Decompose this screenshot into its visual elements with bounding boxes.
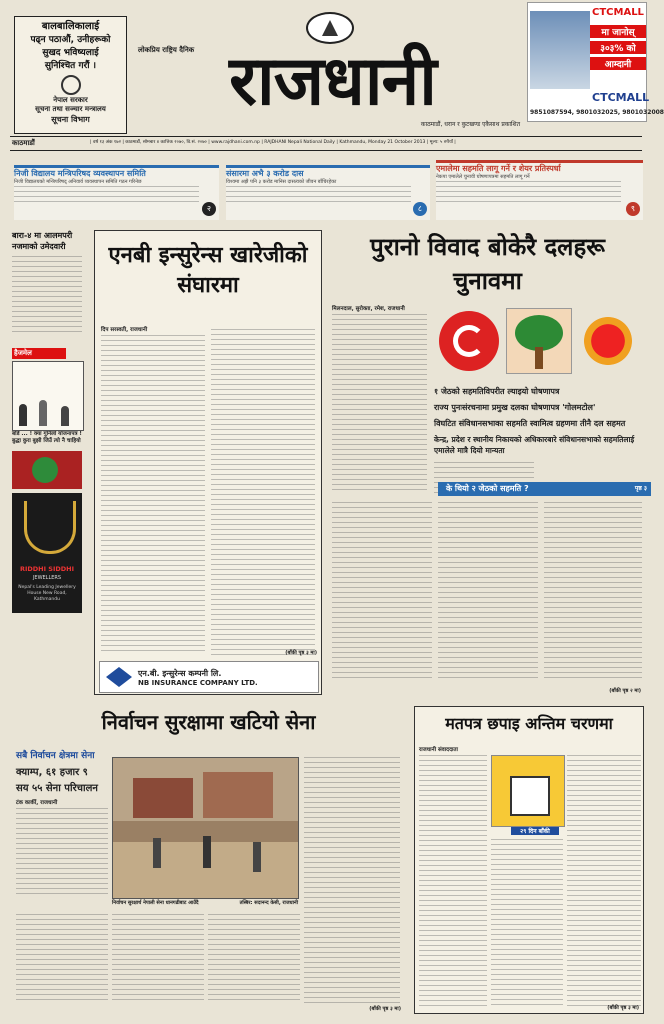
dispute-headline: पुरानो विवाद बोकेरै दलहरू चुनावमा [370, 233, 605, 295]
masthead-editions: काठमाडौं, धरान र कुटखण्ड एकैसाथ प्रकाशित [420, 121, 520, 128]
sun-icon [580, 313, 636, 369]
dispute-continued: (बाँकी पृष्ठ २ मा) [609, 688, 641, 694]
notice-line-3: सुखद भविष्यलाई [42, 48, 99, 58]
mall-building-image [530, 11, 590, 89]
ballot-badge: २९ दिन बाँकी [511, 827, 559, 835]
teaser-2-body: विश्वमा अझै पनि ३ करोड मानिस दासत्वको जीवन बाँचिरहेका [226, 179, 337, 185]
army-kicker-1: सबै निर्वाचन क्षेत्रमा सेना [16, 751, 95, 761]
dispute-subhead-page: पृष्ठ ३ [634, 485, 647, 492]
teaser-1-title: निजी विद्यालय मन्त्रिपरिषद व्यवस्थापन समिति [14, 169, 146, 178]
teaser-1-body: निजी विद्यालयको मन्त्रिपरिषद् अनिवार्य व्यवस्थापन समिति गठन गरिनेछ [14, 179, 142, 185]
masthead-tagline: लोकप्रिय राष्ट्रिय दैनिक [138, 46, 195, 54]
nepal-emblem-icon [61, 75, 81, 95]
ballot-headline: मतपत्र छपाइ अन्तिम चरणमा [445, 714, 613, 733]
teaser-1-page-number: २ [202, 202, 216, 216]
dispute-story [330, 226, 645, 701]
teaser-3[interactable] [436, 160, 643, 220]
notice-org-3: सूचना विभाग [51, 115, 90, 124]
masthead-meta: | वर्ष १३ अंक १७२ | काठमाडौं, सोमबार ४ कात्तिक २०७०, वि.सं. २०७० | www.rajdhani.com.np | RAJDHANI Nepali National Daily | Kathmandu, Monday 21 October 2013 | मूल्य: ५ रुपैयाँ | [90, 140, 456, 145]
ballot-box-image [491, 755, 565, 827]
nb-byline: दिप सरस्वती, राजधानी [101, 327, 148, 333]
teaser-2-page-number: ८ [413, 202, 427, 216]
nb-logo-np: एन.बी. इन्सुरेन्स कम्पनी लि. [138, 668, 222, 678]
cartoon-image [12, 361, 84, 431]
teaser-1[interactable] [14, 165, 219, 220]
ad-text-1: मा जानोस् [590, 25, 646, 38]
green-badge-ad [12, 451, 82, 489]
notice-line-1: बालबालिकालाई [41, 21, 100, 32]
ballot-byline: राजधानी संवाददाता [419, 747, 458, 753]
cartoon-label: हैजमेल [12, 348, 66, 359]
notice-org-2: सूचना तथा सञ्चार मन्त्रालय [35, 105, 106, 113]
nb-headline: एनबी इन्सुरेन्स खारेजीको संघारमा [108, 243, 308, 298]
dispute-subhead-text: के थियो २ जेठको सहमति ? [446, 484, 529, 493]
masthead-city: काठमाडौं [12, 139, 35, 147]
ad-phone: 9851087594, 9801032025, 9801032008 [530, 109, 664, 116]
dispute-bullet-3: विघटित संविधानसभाका सहमति स्वामित्व ग्रहणमा तीनै दल सहमत [434, 419, 626, 428]
army-photo-caption: निर्वाचन सुरक्षार्थ नेपाली सेना धानगढीबाट आउँदै [112, 900, 199, 906]
masthead-rule-top [10, 136, 642, 137]
army-kicker-3: सय ५५ सेना परिचालन [16, 783, 98, 794]
army-headline: निर्वाचन सुरक्षामा खटियो सेना [101, 710, 316, 734]
teaser-3-body: नेकपा एमालेले चुनावी घोषणापत्रमा सहमति लागू गर्ने [436, 174, 530, 180]
necklace-image [24, 501, 76, 554]
teaser-3-title: एमालेमा सहमति लागू गर्ने र शेयर प्रतिस्पर्धा [436, 164, 561, 173]
ad-brand-footer: CTCMALL [592, 91, 650, 104]
jewellery-brand: RIDDHI SIDDHI [19, 565, 75, 573]
hammer-sickle-icon [439, 311, 499, 371]
masthead-rule-bottom [10, 150, 642, 151]
army-story [12, 702, 405, 1012]
army-kicker-2: क्याम्प, ६१ हजार ९ [16, 767, 88, 778]
ad-text-2: ३०३% को [590, 41, 646, 54]
teaser-3-page-number: ९ [626, 202, 640, 216]
jewellery-sub: JEWELLERS [32, 575, 62, 581]
ballot-story [414, 706, 644, 1014]
notice-org-1: नेपाल सरकार [53, 96, 88, 104]
tree-icon [506, 308, 572, 374]
dispute-subhead [438, 482, 651, 496]
dispute-byline: मिलनदाल, सुरोक्ता, रमेश, राजधानी [332, 306, 405, 312]
ballot-continued: (बाँकी पृष्ठ ३ मा) [607, 1005, 639, 1011]
nb-continued: (बाँकी पृष्ठ ३ मा) [285, 650, 317, 656]
dispute-bullet-4: केन्द्र, प्रदेश र स्थानीय निकायको अधिकारबारे संविधानसभाको सहमतिलाई एमालेले मात्रै दियो मान्यता [434, 435, 635, 455]
left-column-headline: बारा-४ मा आलमपरी नजमाको उमेदवारी [12, 231, 73, 251]
jewellery-footer: Nepal's Leading Jewellery House New Road, Kathmandu [18, 585, 76, 602]
notice-line-4: सुनिश्चित गरौं । [44, 61, 97, 71]
masthead-title: राजधानी [229, 42, 436, 121]
government-notice-box [14, 16, 127, 134]
notice-line-2: पढ्न पठाऔं, उनीहरूको [30, 35, 111, 45]
army-byline: टंक कार्की, राजधानी [16, 800, 58, 806]
cartoon-caption: बोर्ड ... ! क्या गुनिलो योजनापत्र ! बुद्धा कुरा बुझी जिउँ त्यो नै चाहियो [12, 431, 82, 444]
nb-logo-en: NB INSURANCE COMPANY LTD. [138, 678, 258, 687]
ctc-mall-ad [527, 2, 664, 122]
army-photo-credit: तस्बिर: सदानन्द केसी, राजधानी [239, 900, 298, 906]
left-column [12, 230, 84, 668]
army-continued: (बाँकी पृष्ठ ३ मा) [369, 1006, 401, 1012]
jewellery-ad [12, 493, 82, 613]
dispute-bullet-2: राज्य पुनःसंरचनामा प्रमुख दलका घोषणापत्र 'गोलमटोल' [434, 403, 596, 412]
ad-brand: CTCMALL [592, 7, 644, 18]
dispute-bullet-1: १ जेठको सहमतिविपरीत ल्याइयो घोषणापत्र [434, 387, 560, 396]
ad-text-3: आम्दानी [590, 57, 646, 70]
nb-logo [99, 661, 319, 693]
teaser-2-title: संसारमा अभै ३ करोड दास [226, 169, 304, 178]
army-photo [112, 757, 299, 899]
party-symbols [435, 306, 640, 376]
nb-insurance-story [94, 230, 322, 695]
nb-logo-icon [106, 667, 132, 687]
teaser-2[interactable] [226, 165, 430, 220]
masthead-emblem-icon [306, 12, 354, 44]
